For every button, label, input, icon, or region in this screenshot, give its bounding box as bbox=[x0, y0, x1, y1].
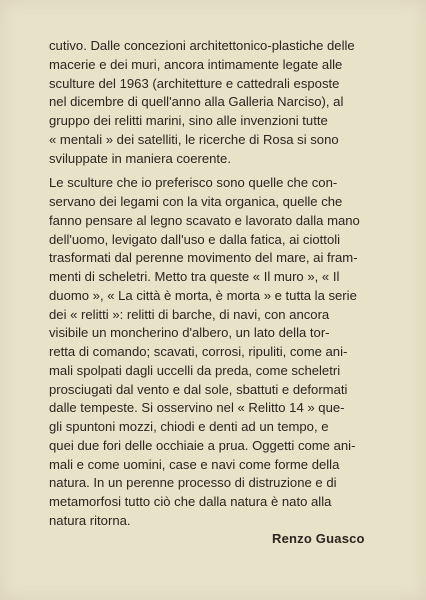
text-line: Le sculture che io preferisco sono quelle che con- bbox=[49, 175, 338, 191]
text-line: sculture del 1963 (architetture e cattedrali esposte bbox=[49, 75, 340, 91]
text-line: sviluppate in maniera coerente. bbox=[49, 150, 231, 166]
text-line: prosciugati dal vento e dal sole, sbattuti e deformati bbox=[49, 381, 348, 397]
text-line: natura. In un perenne processo di distruzione e di bbox=[49, 475, 337, 491]
text-line: « mentali » dei satelliti, le ricerche di Rosa si sono bbox=[49, 131, 339, 147]
paragraph-1 bbox=[49, 37, 381, 168]
text-line: nel dicembre di quell'anno alla Galleria Narciso), al bbox=[49, 94, 344, 110]
text-line: quei due fori delle occhiaie a prua. Oggetti come ani- bbox=[49, 437, 356, 453]
text-line: gruppo dei relitti marini, sino alle invenzioni tutte bbox=[49, 113, 328, 128]
body-text bbox=[49, 37, 381, 531]
text-line: macerie e dei muri, ancora intimamente legate alle bbox=[49, 56, 343, 72]
author-signature: Renzo Guasco bbox=[272, 531, 365, 546]
text-line: cutivo. Dalle concezioni architettonico-plastiche delle bbox=[49, 38, 355, 53]
text-line: menti di scheletri. Metto tra queste « Il muro », « Il bbox=[49, 269, 340, 284]
text-line: visibile un moncherino d'albero, un lato della tor- bbox=[49, 325, 330, 341]
text-line: natura ritorna. bbox=[49, 512, 131, 528]
text-line: metamorfosi tutto ciò che dalla natura è nato alla bbox=[49, 494, 332, 509]
text-line: dell'uomo, levigato dall'uso e dalla fatica, ai ciottoli bbox=[49, 231, 341, 247]
text-line: trasformati dal perenne movimento del mare, ai fram- bbox=[49, 250, 358, 266]
text-line: dei « relitti »: relitti di barche, di navi, con ancora bbox=[49, 306, 330, 322]
text-line: servano dei legami con la vita organica, quelle che bbox=[49, 194, 343, 209]
paragraph-2 bbox=[49, 174, 381, 530]
text-line: fanno pensare al legno scavato e lavorato dalla mano bbox=[49, 212, 360, 228]
text-line: mali spolpati dagli uccelli da preda, come scheletri bbox=[49, 362, 341, 378]
text-line: retta di comando; scavati, corrosi, ripuliti, come ani- bbox=[49, 344, 348, 359]
text-line: duomo », « La città è morta, è morta » e tutta la serie bbox=[49, 287, 357, 303]
text-line: dalle tempeste. Si osservino nel « Relitto 14 » que- bbox=[49, 400, 345, 416]
text-line: gli spuntoni mozzi, chiodi e denti ad un tempo, e bbox=[49, 419, 329, 434]
text-line: mali e come uomini, case e navi come forme della bbox=[49, 456, 340, 472]
